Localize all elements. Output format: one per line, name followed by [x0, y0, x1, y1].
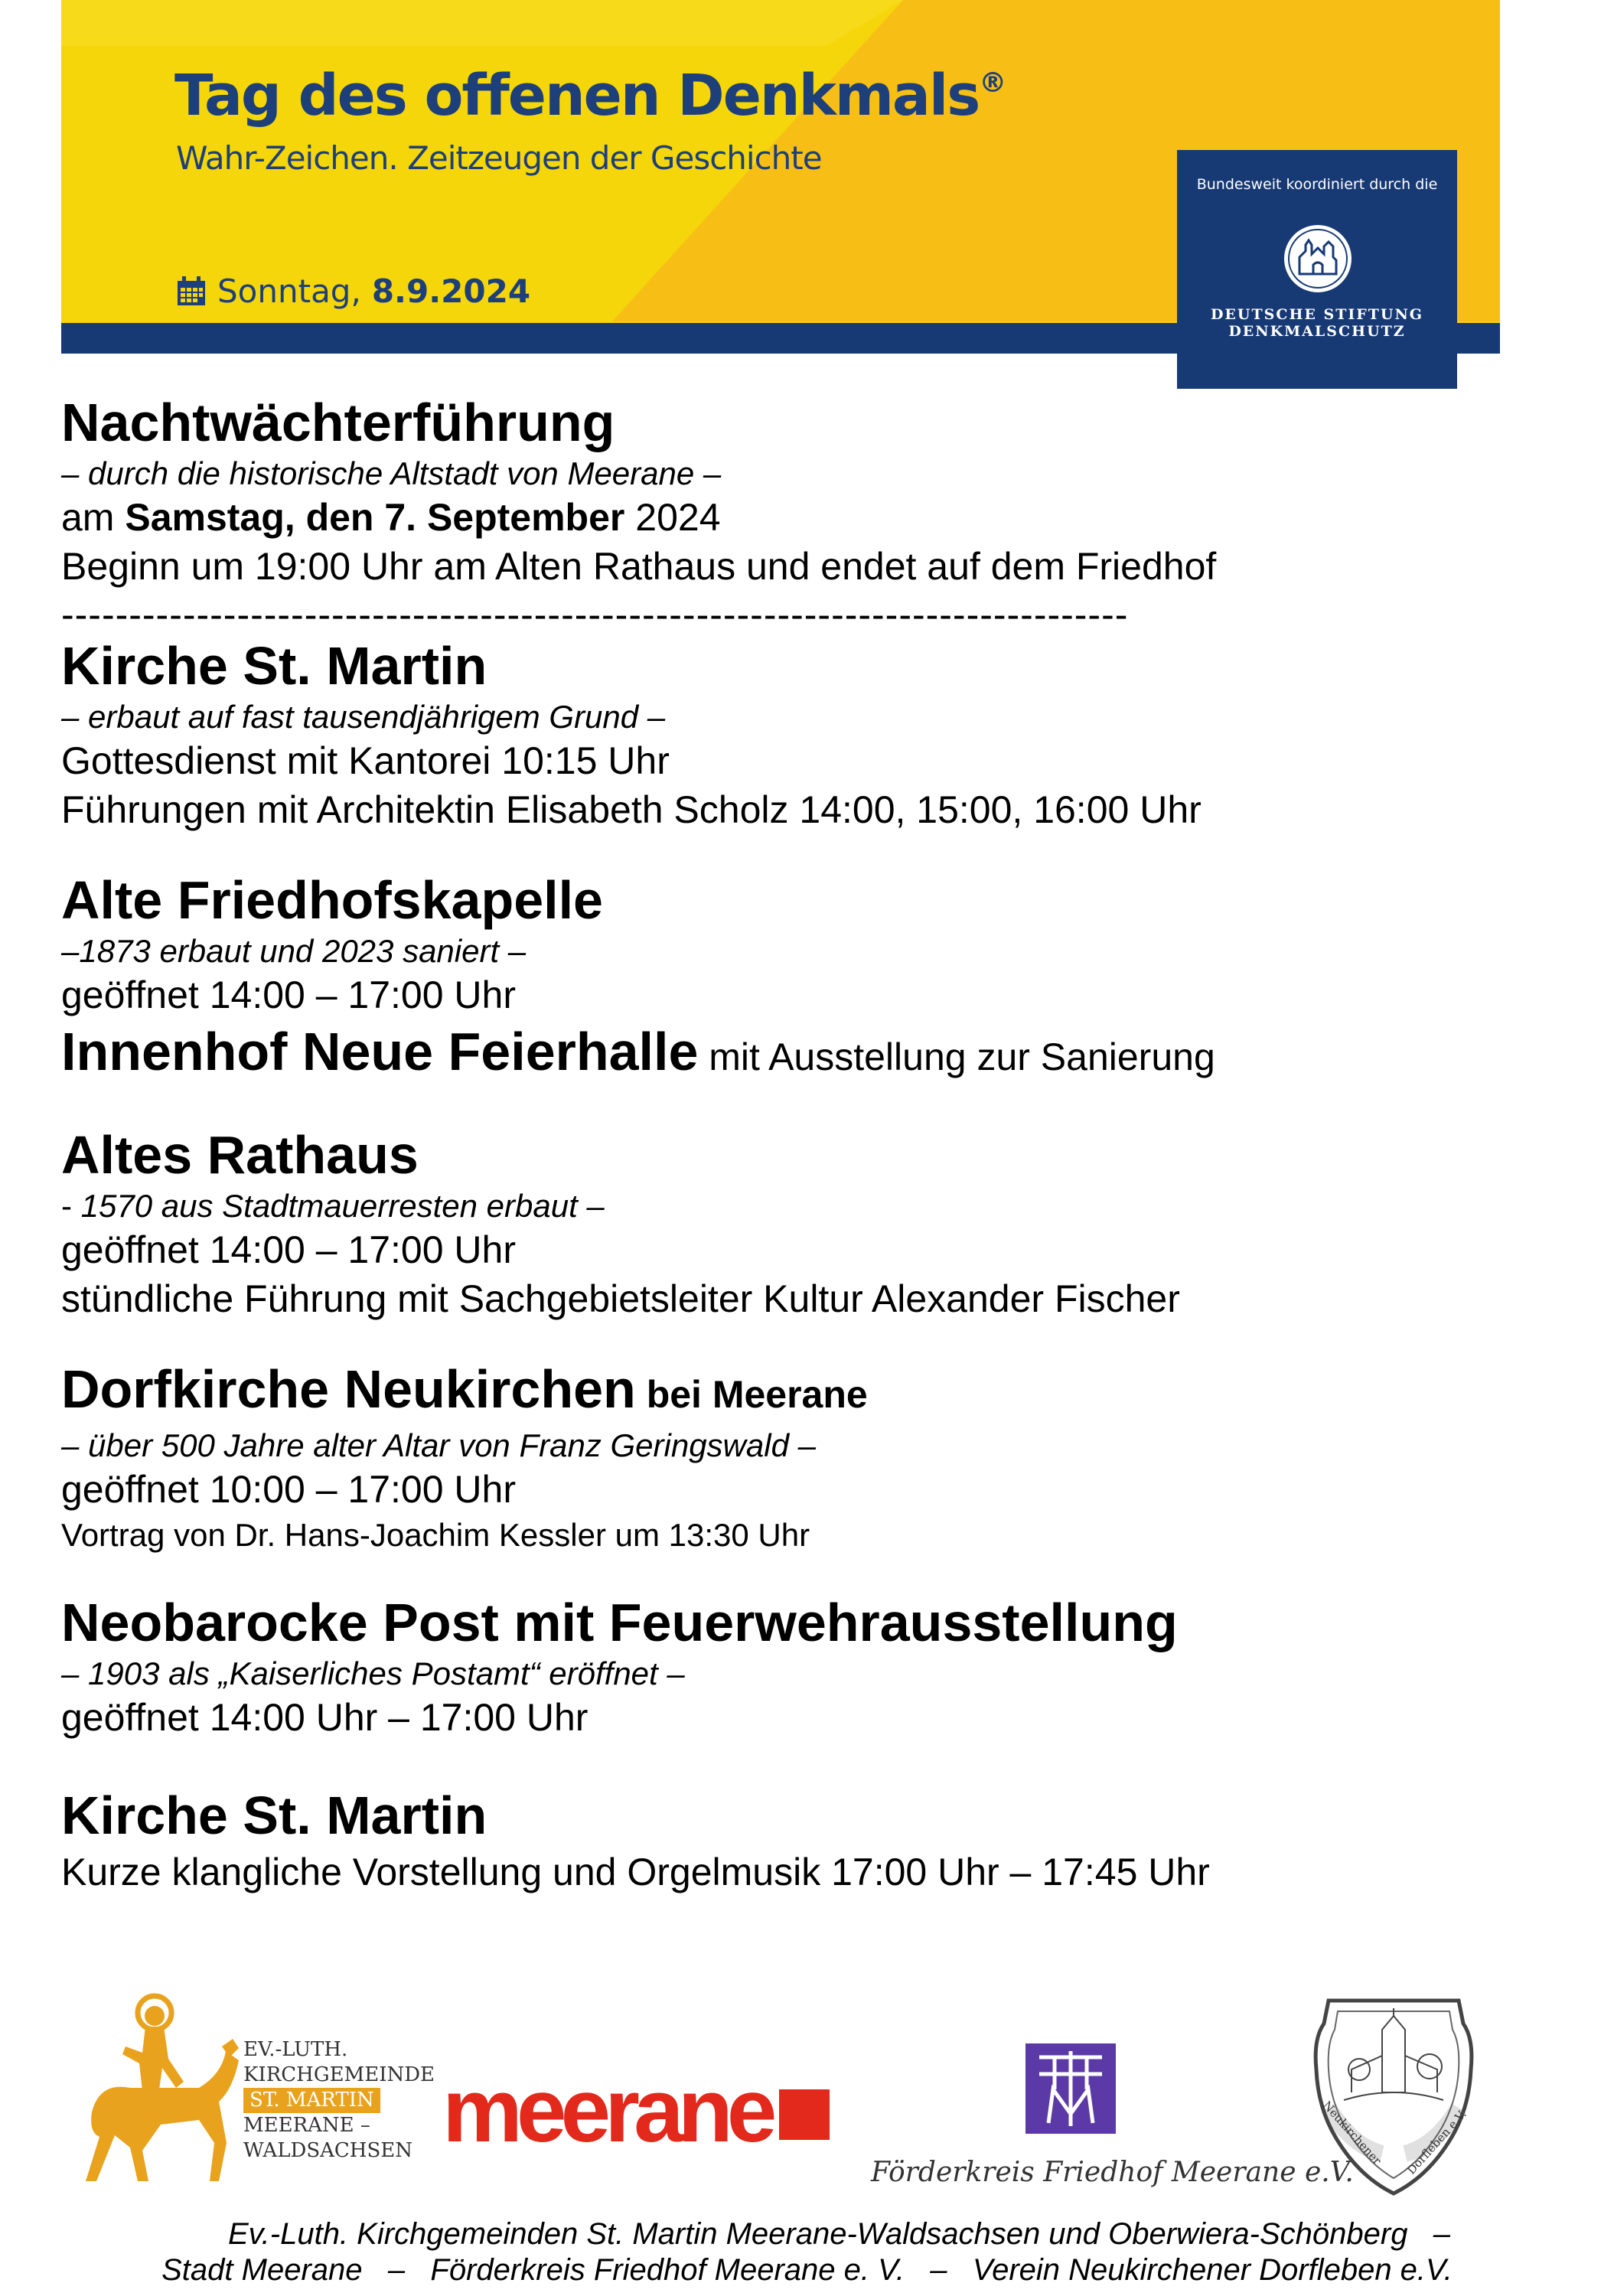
section-st-martin — [61, 634, 1515, 834]
meerane-logo — [442, 2060, 848, 2175]
section-line: geöffnet 14:00 Uhr – 17:00 Uhr — [61, 1696, 589, 1739]
dsd-coordination-text: Bundesweit koordiniert durch die — [1196, 176, 1438, 193]
section-line: stündliche Führung mit Sachgebietsleiter Kultur Alexander Fischer — [61, 1277, 1180, 1320]
st-martin-badge: ST. MARTIN — [243, 2088, 380, 2113]
dsd-name — [1177, 306, 1457, 340]
section-title: Dorfkirche Neukirchen bei Meerane — [61, 1359, 868, 1419]
st-martin-line: WALDSACHSEN — [243, 2139, 413, 2162]
dsd-name-line1: DEUTSCHE STIFTUNG — [1210, 306, 1424, 323]
section-line: geöffnet 14:00 – 17:00 Uhr — [61, 1228, 516, 1271]
shield-text-right: Dorfleben e.V. — [1404, 2107, 1469, 2177]
section-altes-rathaus — [61, 1123, 1515, 1323]
st-martin-logo-text — [243, 2037, 435, 2164]
footer-line-2: Stadt Meerane – Förderkreis Friedhof Meerane e. V. – Verein Neukirchener Dorfleben e.V. — [161, 2253, 1453, 2287]
dsd-emblem-icon — [1283, 223, 1353, 294]
section-title: Altes Rathaus — [61, 1125, 419, 1185]
section-neobarocke-post — [61, 1590, 1515, 1742]
section-subtitle: - 1570 aus Stadtmauerresten erbaut – — [61, 1188, 605, 1224]
section-title: Alte Friedhofskapelle — [61, 870, 603, 930]
footer-line-1: Ev.-Luth. Kirchgemeinden St. Martin Meerane-Waldsachsen und Oberwiera-Schönberg – — [227, 2217, 1451, 2251]
foerderkreis-caption: Förderkreis Friedhof Meerane e.V. — [871, 2157, 1354, 2188]
st-martin-horse-rider-icon — [69, 1990, 253, 2197]
section-subtitle: – über 500 Jahre alter Altar von Franz Geringswald – — [61, 1427, 816, 1463]
section-subtitle: – 1903 als „Kaiserliches Postamt“ eröffnet – — [61, 1655, 685, 1691]
foerderkreis-logo-icon — [1025, 2043, 1116, 2134]
section-title: Nachtwächterführung — [61, 393, 615, 452]
dorfleben-shield-logo — [1298, 1993, 1489, 2200]
section-title: Kirche St. Martin — [61, 636, 487, 696]
section-line: geöffnet 14:00 – 17:00 Uhr — [61, 974, 516, 1016]
section-line: geöffnet 10:00 – 17:00 Uhr — [61, 1468, 516, 1511]
st-martin-line: MEERANE – — [243, 2114, 370, 2137]
section-st-martin-orgel — [61, 1783, 1515, 1896]
st-martin-line: EV.-LUTH. — [243, 2038, 348, 2061]
program-list — [61, 390, 1515, 1896]
st-martin-line: KIRCHGEMEINDE — [243, 2063, 435, 2086]
banner-date — [176, 272, 530, 310]
section-line: Führungen mit Architektin Elisabeth Scholz 14:00, 15:00, 16:00 Uhr — [61, 788, 1202, 831]
dorfleben-shield-icon — [1298, 1993, 1489, 2200]
meerane-square — [779, 2089, 830, 2140]
section-date-line: am Samstag, den 7. September 2024 — [61, 496, 721, 539]
banner-date-value: 8.9.2024 — [371, 272, 531, 310]
ffm-monogram-icon — [1025, 2043, 1116, 2134]
banner-title: Tag des offenen Denkmals® — [174, 63, 1006, 129]
section-title: Kirche St. Martin — [61, 1786, 487, 1845]
banner-date-day: Sonntag, — [217, 272, 361, 310]
banner-subtitle: Wahr-Zeichen. Zeitzeugen der Geschichte — [176, 139, 822, 177]
section-subtitle: –1873 erbaut und 2023 saniert – — [61, 933, 527, 969]
section-line: Kurze klangliche Vorstellung und Orgelmusik 17:00 Uhr – 17:45 Uhr — [61, 1851, 1210, 1893]
section-line: Gottesdienst mit Kantorei 10:15 Uhr — [61, 739, 670, 782]
section-dorfkirche-neukirchen — [61, 1357, 1515, 1557]
dsd-name-line2: DENKMALSCHUTZ — [1228, 323, 1406, 340]
section-line: Vortrag von Dr. Hans-Joachim Kessler um 13:30 Uhr — [61, 1517, 810, 1553]
section-line: Beginn um 19:00 Uhr am Alten Rathaus und endet auf dem Friedhof — [61, 545, 1217, 588]
section-subtitle: – erbaut auf fast tausendjährigem Grund – — [61, 699, 666, 735]
meerane-wordmark: meerane — [442, 2060, 771, 2161]
section-friedhofskapelle — [61, 868, 1515, 1089]
st-martin-logo — [69, 1990, 452, 2197]
separator-line: ------------------------------------------------------------------------------- — [61, 595, 1129, 634]
section-nachtwaechter — [61, 390, 1515, 591]
shield-text-left: Neukirchener — [1319, 2098, 1384, 2168]
section-title-feierhalle: Innenhof Neue Feierhalle mit Ausstellung zur Sanierung — [61, 1022, 1215, 1081]
section-subtitle: – durch die historische Altstadt von Meerane – — [61, 455, 722, 491]
section-title: Neobarocke Post mit Feuerwehrausstellung — [61, 1593, 1178, 1652]
dsd-logo-box — [1177, 150, 1457, 389]
calendar-icon — [176, 276, 207, 307]
